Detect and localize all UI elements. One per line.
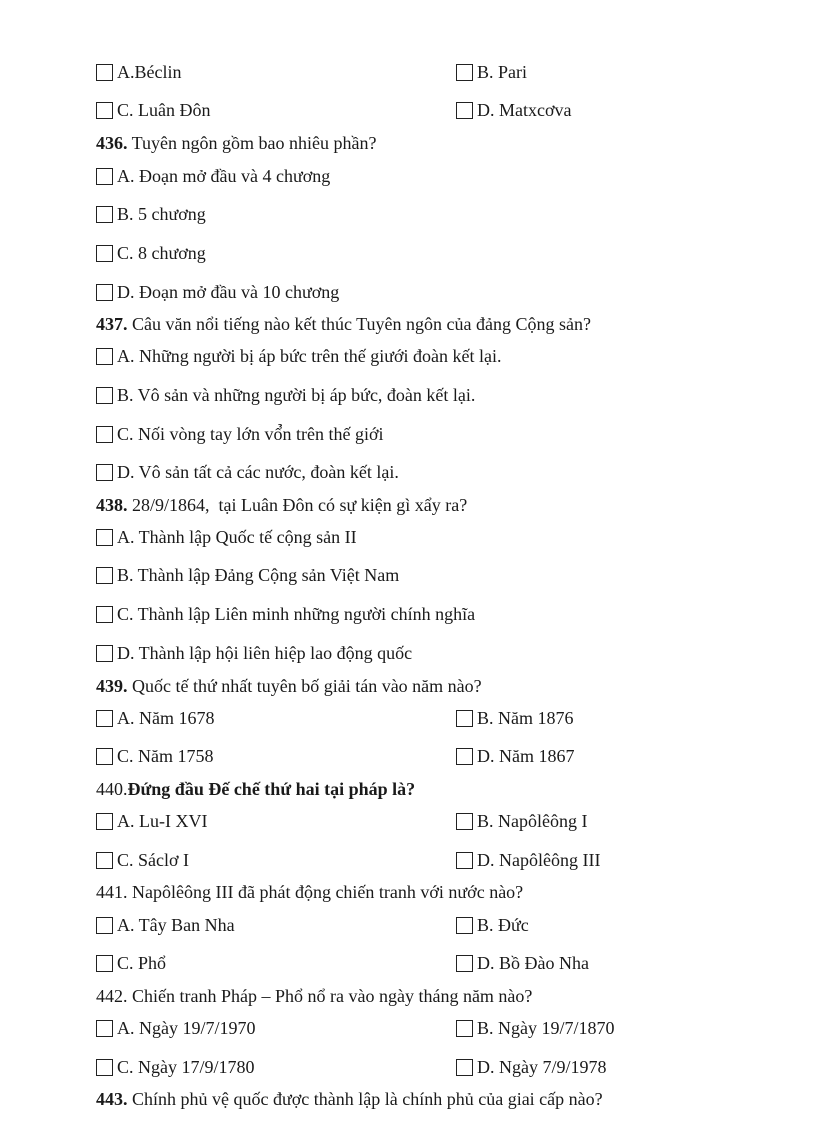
question-441 — [96, 879, 523, 905]
question-436 — [96, 130, 377, 156]
question-number: 439. — [96, 675, 128, 696]
option-label: D. Bồ Đào Nha — [477, 952, 589, 973]
option-c[interactable] — [96, 601, 475, 627]
option-label: D. Vô sản tất cả các nước, đoàn kết lại. — [117, 461, 399, 482]
checkbox[interactable] — [96, 710, 113, 727]
checkbox[interactable] — [96, 955, 113, 972]
option-label: A. Tây Ban Nha — [117, 914, 235, 935]
option-label: C. Nối vòng tay lớn vổ̉n trên thế giới — [117, 423, 384, 444]
option-label: C. Thành lập Liên minh những người chính nghĩa — [117, 603, 476, 624]
option-label: D. Năm 1867 — [477, 745, 575, 766]
option-d[interactable] — [456, 1054, 607, 1080]
option-d[interactable] — [96, 640, 412, 666]
question-number: 441. — [96, 881, 128, 902]
checkbox[interactable] — [96, 917, 113, 934]
option-label: C. Năm 1758 — [117, 745, 214, 766]
option-label: B. Napôlêông I — [477, 810, 588, 831]
option-a[interactable] — [96, 912, 235, 938]
question-text: Chiến tranh Pháp – Phổ nổ ra vào ngày tháng năm nào? — [127, 985, 533, 1006]
option-a[interactable] — [96, 59, 182, 85]
option-b[interactable] — [456, 808, 587, 834]
checkbox[interactable] — [96, 102, 113, 119]
option-a[interactable] — [96, 163, 330, 189]
checkbox[interactable] — [96, 284, 113, 301]
option-label: A. Năm 1678 — [117, 707, 215, 728]
option-b[interactable] — [456, 912, 529, 938]
option-b[interactable] — [96, 382, 475, 408]
option-a[interactable] — [96, 1015, 256, 1041]
checkbox[interactable] — [96, 606, 113, 623]
option-b[interactable] — [96, 562, 399, 588]
checkbox[interactable] — [456, 748, 473, 765]
question-439 — [96, 673, 482, 699]
option-c[interactable] — [96, 743, 214, 769]
option-c[interactable] — [96, 240, 206, 266]
checkbox[interactable] — [456, 64, 473, 81]
checkbox[interactable] — [96, 168, 113, 185]
question-text: Câu văn nổi tiếng nào kết thúc Tuyên ngôn của đảng Cộng sản? — [127, 313, 591, 334]
checkbox[interactable] — [96, 1020, 113, 1037]
checkbox[interactable] — [96, 245, 113, 262]
question-text: Chính phủ vệ quốc được thành lập là chính phủ của giai cấp nào? — [127, 1088, 603, 1109]
option-label: B. Đức — [477, 914, 529, 935]
question-text: Quốc tế thứ nhất tuyên bố giải tán vào năm nào? — [127, 675, 482, 696]
option-label: C. Sáclơ I — [117, 849, 190, 870]
checkbox[interactable] — [96, 64, 113, 81]
option-label: A. Ngày 19/7/1970 — [117, 1017, 256, 1038]
option-label: A. Những người bị áp bức trên thế giưới đoàn kết lại. — [117, 345, 502, 366]
checkbox[interactable] — [96, 348, 113, 365]
option-label: C. Ngày 17/9/1780 — [117, 1056, 255, 1077]
option-d[interactable] — [96, 279, 339, 305]
option-c[interactable] — [96, 950, 166, 976]
question-442 — [96, 983, 532, 1009]
checkbox[interactable] — [96, 567, 113, 584]
checkbox[interactable] — [456, 917, 473, 934]
question-443 — [96, 1086, 603, 1112]
option-label: D. Thành lập hội liên hiệp lao động quốc — [117, 642, 413, 663]
checkbox[interactable] — [456, 852, 473, 869]
question-number: 442. — [96, 985, 128, 1006]
option-c[interactable] — [96, 97, 211, 123]
option-label: D. Ngày 7/9/1978 — [477, 1056, 607, 1077]
option-label: D. Matxcơva — [477, 99, 572, 120]
question-440 — [96, 776, 415, 802]
option-d[interactable] — [456, 743, 575, 769]
checkbox[interactable] — [456, 1020, 473, 1037]
option-label: A. Lu-I XVI — [117, 810, 208, 831]
question-number: 437. — [96, 313, 128, 334]
option-label: D. Đoạn mở đầu và 10 chương — [117, 281, 340, 302]
option-label: C. Luân Đôn — [117, 99, 211, 120]
checkbox[interactable] — [96, 426, 113, 443]
option-d[interactable] — [456, 847, 600, 873]
option-c[interactable] — [96, 421, 384, 447]
question-438 — [96, 492, 467, 518]
question-number: 440. — [96, 778, 128, 799]
checkbox[interactable] — [456, 102, 473, 119]
option-b[interactable] — [456, 1015, 615, 1041]
checkbox[interactable] — [456, 710, 473, 727]
checkbox[interactable] — [96, 529, 113, 546]
question-number: 436. — [96, 132, 128, 153]
option-d[interactable] — [456, 97, 572, 123]
option-label: B. Pari — [477, 61, 528, 82]
checkbox[interactable] — [456, 1059, 473, 1076]
option-a[interactable] — [96, 524, 357, 550]
option-d[interactable] — [456, 950, 589, 976]
checkbox[interactable] — [456, 813, 473, 830]
question-437 — [96, 311, 591, 337]
checkbox[interactable] — [96, 206, 113, 223]
question-text: Đứng đầu Đế chế thứ hai tại pháp là? — [127, 778, 416, 799]
option-b[interactable] — [456, 705, 574, 731]
option-label: A. Đoạn mở đầu và 4 chương — [117, 165, 331, 186]
option-d[interactable] — [96, 459, 399, 485]
option-label: A. Thành lập Quốc tế cộng sản II — [117, 526, 357, 547]
option-label: B. 5 chương — [117, 203, 206, 224]
option-label: B. Vô sản và những người bị áp bức, đoàn kết lại. — [117, 384, 476, 405]
checkbox[interactable] — [96, 852, 113, 869]
option-c[interactable] — [96, 847, 189, 873]
checkbox[interactable] — [96, 1059, 113, 1076]
question-text: Napôlêông III đã phát động chiến tranh với nước nào? — [127, 881, 524, 902]
checkbox[interactable] — [96, 748, 113, 765]
option-c[interactable] — [96, 1054, 255, 1080]
checkbox[interactable] — [96, 645, 113, 662]
option-b[interactable] — [96, 201, 206, 227]
option-a[interactable] — [96, 705, 215, 731]
checkbox[interactable] — [96, 813, 113, 830]
option-label: B. Ngày 19/7/1870 — [477, 1017, 615, 1038]
question-text: 28/9/1864, tại Luân Đôn có sự kiện gì xẩy ra? — [127, 494, 468, 515]
option-b[interactable] — [456, 59, 527, 85]
option-label: C. Phổ — [117, 952, 167, 973]
option-a[interactable] — [96, 808, 207, 834]
question-number: 443. — [96, 1088, 128, 1109]
checkbox[interactable] — [456, 955, 473, 972]
question-text: Tuyên ngôn gồm bao nhiêu phần? — [127, 132, 377, 153]
question-number: 438. — [96, 494, 128, 515]
checkbox[interactable] — [96, 464, 113, 481]
option-label: A.Béclin — [117, 61, 182, 82]
checkbox[interactable] — [96, 387, 113, 404]
option-label: B. Năm 1876 — [477, 707, 574, 728]
option-a[interactable] — [96, 343, 502, 369]
option-label: D. Napôlêông III — [477, 849, 601, 870]
option-label: B. Thành lập Đảng Cộng sản Việt Nam — [117, 564, 400, 585]
option-label: C. 8 chương — [117, 242, 206, 263]
